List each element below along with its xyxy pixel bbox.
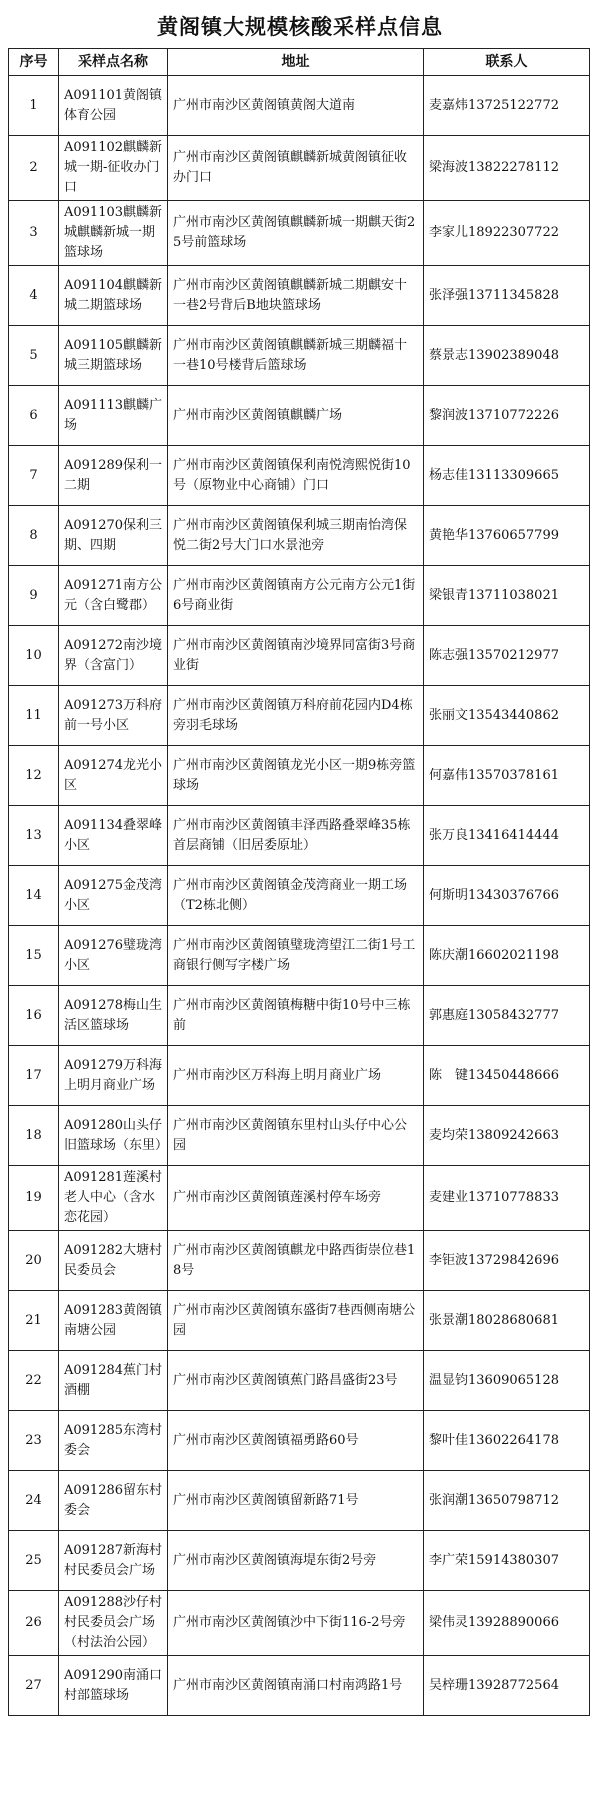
site-contact: 陈 键13450448666 xyxy=(424,1046,590,1106)
site-address: 广州市南沙区黄阁镇南方公元南方公元1街6号商业街 xyxy=(168,566,424,626)
site-name: A091281莲溪村老人中心（含水恋花园） xyxy=(59,1166,168,1231)
site-name: A091270保利三期、四期 xyxy=(59,506,168,566)
table-row xyxy=(9,686,590,746)
site-name: A091287新海村村民委员会广场 xyxy=(59,1531,168,1591)
site-address: 广州市南沙区黄阁镇沙中下街116-2号旁 xyxy=(168,1591,424,1656)
table-row xyxy=(9,446,590,506)
row-number: 12 xyxy=(9,746,59,806)
site-name: A091113麒麟广场 xyxy=(59,386,168,446)
site-name: A091279万科海上明月商业广场 xyxy=(59,1046,168,1106)
site-contact: 吴梓珊13928772564 xyxy=(424,1656,590,1716)
sampling-sites-table xyxy=(8,48,590,1716)
site-address: 广州市南沙区黄阁镇南涌口村南鸿路1号 xyxy=(168,1656,424,1716)
table-body xyxy=(9,76,590,1716)
site-contact: 张泽强13711345828 xyxy=(424,266,590,326)
table-row xyxy=(9,386,590,446)
site-name: A091275金茂湾小区 xyxy=(59,866,168,926)
page-title: 黄阁镇大规模核酸采样点信息 xyxy=(157,15,443,39)
site-address: 广州市南沙区黄阁镇蕉门路昌盛街23号 xyxy=(168,1351,424,1411)
site-address: 广州市南沙区黄阁镇麒麟新城三期麟福十一巷10号楼背后篮球场 xyxy=(168,326,424,386)
site-name: A091271南方公元（含白鹭郡） xyxy=(59,566,168,626)
header-no: 序号 xyxy=(9,49,59,76)
site-name: A091276璧珑湾小区 xyxy=(59,926,168,986)
row-number: 8 xyxy=(9,506,59,566)
site-contact: 黎润波13710772226 xyxy=(424,386,590,446)
table-row xyxy=(9,506,590,566)
site-contact: 麦均荣13809242663 xyxy=(424,1106,590,1166)
site-contact: 杨志佳13113309665 xyxy=(424,446,590,506)
site-address: 广州市南沙区黄阁镇龙光小区一期9栋旁篮球场 xyxy=(168,746,424,806)
site-name: A091103麒麟新城麒麟新城一期篮球场 xyxy=(59,201,168,266)
site-contact: 李钜波13729842696 xyxy=(424,1231,590,1291)
site-name: A091284蕉门村酒棚 xyxy=(59,1351,168,1411)
table-row xyxy=(9,1351,590,1411)
site-name: A091273万科府前一号小区 xyxy=(59,686,168,746)
site-address: 广州市南沙区黄阁镇梅糖中街10号中三栋前 xyxy=(168,986,424,1046)
table-row xyxy=(9,201,590,266)
table-row xyxy=(9,746,590,806)
row-number: 2 xyxy=(9,136,59,201)
site-address: 广州市南沙区黄阁镇麒麟新城二期麒安十一巷2号背后B地块篮球场 xyxy=(168,266,424,326)
site-name: A091274龙光小区 xyxy=(59,746,168,806)
site-address: 广州市南沙区黄阁镇保利城三期南怡湾保悦二街2号大门口水景池旁 xyxy=(168,506,424,566)
site-name: A091101黄阁镇体育公园 xyxy=(59,76,168,136)
site-contact: 陈志强13570212977 xyxy=(424,626,590,686)
site-name: A091288沙仔村村民委员会广场（村法治公园） xyxy=(59,1591,168,1656)
site-contact: 陈庆潮16602021198 xyxy=(424,926,590,986)
header-contact: 联系人 xyxy=(424,49,590,76)
site-contact: 郭惠庭13058432777 xyxy=(424,986,590,1046)
site-name: A091289保利一二期 xyxy=(59,446,168,506)
table-row xyxy=(9,1106,590,1166)
site-name: A091278梅山生活区篮球场 xyxy=(59,986,168,1046)
site-address: 广州市南沙区黄阁镇福勇路60号 xyxy=(168,1411,424,1471)
site-name: A091102麒麟新城一期-征收办门口 xyxy=(59,136,168,201)
header-address: 地址 xyxy=(168,49,424,76)
site-address: 广州市南沙区黄阁镇莲溪村停车场旁 xyxy=(168,1166,424,1231)
site-address: 广州市南沙区黄阁镇璧珑湾望江二街1号工商银行侧写字楼广场 xyxy=(168,926,424,986)
table-row xyxy=(9,1291,590,1351)
site-name: A091290南涌口村部篮球场 xyxy=(59,1656,168,1716)
table-row xyxy=(9,1656,590,1716)
row-number: 14 xyxy=(9,866,59,926)
site-contact: 梁银青13711038021 xyxy=(424,566,590,626)
table-row xyxy=(9,626,590,686)
table-row xyxy=(9,1166,590,1231)
site-contact: 黎叶佳13602264178 xyxy=(424,1411,590,1471)
table-row xyxy=(9,806,590,866)
table-row xyxy=(9,1411,590,1471)
site-address: 广州市南沙区黄阁镇海堤东街2号旁 xyxy=(168,1531,424,1591)
site-name: A091282大塘村民委员会 xyxy=(59,1231,168,1291)
table-row xyxy=(9,76,590,136)
site-address: 广州市南沙区黄阁镇麒麟新城一期麒天街25号前篮球场 xyxy=(168,201,424,266)
site-name: A091104麒麟新城二期篮球场 xyxy=(59,266,168,326)
row-number: 7 xyxy=(9,446,59,506)
row-number: 18 xyxy=(9,1106,59,1166)
row-number: 24 xyxy=(9,1471,59,1531)
site-name: A091272南沙境界（含富门） xyxy=(59,626,168,686)
site-address: 广州市南沙区黄阁镇保利南悦湾熙悦街10号（原物业中心商铺）门口 xyxy=(168,446,424,506)
row-number: 10 xyxy=(9,626,59,686)
table-row xyxy=(9,1471,590,1531)
table-row xyxy=(9,1231,590,1291)
site-contact: 何斯明13430376766 xyxy=(424,866,590,926)
row-number: 9 xyxy=(9,566,59,626)
row-number: 3 xyxy=(9,201,59,266)
table-row xyxy=(9,1531,590,1591)
site-address: 广州市南沙区黄阁镇南沙境界同富街3号商业街 xyxy=(168,626,424,686)
table-row xyxy=(9,986,590,1046)
site-contact: 张万良13416414444 xyxy=(424,806,590,866)
table-row xyxy=(9,1046,590,1106)
row-number: 21 xyxy=(9,1291,59,1351)
site-contact: 张润潮13650798712 xyxy=(424,1471,590,1531)
site-name: A091134叠翠峰小区 xyxy=(59,806,168,866)
site-address: 广州市南沙区黄阁镇东里村山头仔中心公园 xyxy=(168,1106,424,1166)
site-contact: 温显钧13609065128 xyxy=(424,1351,590,1411)
table-row xyxy=(9,1591,590,1656)
site-contact: 张景潮18028680681 xyxy=(424,1291,590,1351)
site-address: 广州市南沙区黄阁镇麒龙中路西街崇位巷18号 xyxy=(168,1231,424,1291)
row-number: 20 xyxy=(9,1231,59,1291)
row-number: 23 xyxy=(9,1411,59,1471)
row-number: 13 xyxy=(9,806,59,866)
site-contact: 李广荣15914380307 xyxy=(424,1531,590,1591)
site-contact: 梁海波13822278112 xyxy=(424,136,590,201)
row-number: 26 xyxy=(9,1591,59,1656)
row-number: 6 xyxy=(9,386,59,446)
site-contact: 麦嘉炜13725122772 xyxy=(424,76,590,136)
table-row xyxy=(9,266,590,326)
site-contact: 李家儿18922307722 xyxy=(424,201,590,266)
row-number: 11 xyxy=(9,686,59,746)
table-row xyxy=(9,866,590,926)
site-address: 广州市南沙区黄阁镇万科府前花园内D4栋旁羽毛球场 xyxy=(168,686,424,746)
site-contact: 何嘉伟13570378161 xyxy=(424,746,590,806)
row-number: 25 xyxy=(9,1531,59,1591)
row-number: 19 xyxy=(9,1166,59,1231)
site-name: A091280山头仔旧篮球场（东里） xyxy=(59,1106,168,1166)
site-name: A091285东湾村委会 xyxy=(59,1411,168,1471)
site-address: 广州市南沙区万科海上明月商业广场 xyxy=(168,1046,424,1106)
site-name: A091283黄阁镇南塘公园 xyxy=(59,1291,168,1351)
row-number: 27 xyxy=(9,1656,59,1716)
site-contact: 黄艳华13760657799 xyxy=(424,506,590,566)
header-site: 采样点名称 xyxy=(59,49,168,76)
site-name: A091105麒麟新城三期篮球场 xyxy=(59,326,168,386)
site-address: 广州市南沙区黄阁镇麒麟新城黄阁镇征收办门口 xyxy=(168,136,424,201)
row-number: 4 xyxy=(9,266,59,326)
site-contact: 蔡景志13902389048 xyxy=(424,326,590,386)
table-header-row xyxy=(9,49,590,76)
site-contact: 梁伟灵13928890066 xyxy=(424,1591,590,1656)
row-number: 5 xyxy=(9,326,59,386)
row-number: 22 xyxy=(9,1351,59,1411)
row-number: 15 xyxy=(9,926,59,986)
site-contact: 麦建业13710778833 xyxy=(424,1166,590,1231)
site-address: 广州市南沙区黄阁镇丰泽西路叠翠峰35栋首层商铺（旧居委原址） xyxy=(168,806,424,866)
site-address: 广州市南沙区黄阁镇东盛街7巷西侧南塘公园 xyxy=(168,1291,424,1351)
table-row xyxy=(9,136,590,201)
table-row xyxy=(9,926,590,986)
site-address: 广州市南沙区黄阁镇留新路71号 xyxy=(168,1471,424,1531)
site-address: 广州市南沙区黄阁镇黄阁大道南 xyxy=(168,76,424,136)
table-row xyxy=(9,566,590,626)
row-number: 16 xyxy=(9,986,59,1046)
row-number: 17 xyxy=(9,1046,59,1106)
site-address: 广州市南沙区黄阁镇金茂湾商业一期工场（T2栋北侧） xyxy=(168,866,424,926)
site-address: 广州市南沙区黄阁镇麒麟广场 xyxy=(168,386,424,446)
site-name: A091286留东村委会 xyxy=(59,1471,168,1531)
row-number: 1 xyxy=(9,76,59,136)
site-contact: 张丽文13543440862 xyxy=(424,686,590,746)
table-row xyxy=(9,326,590,386)
